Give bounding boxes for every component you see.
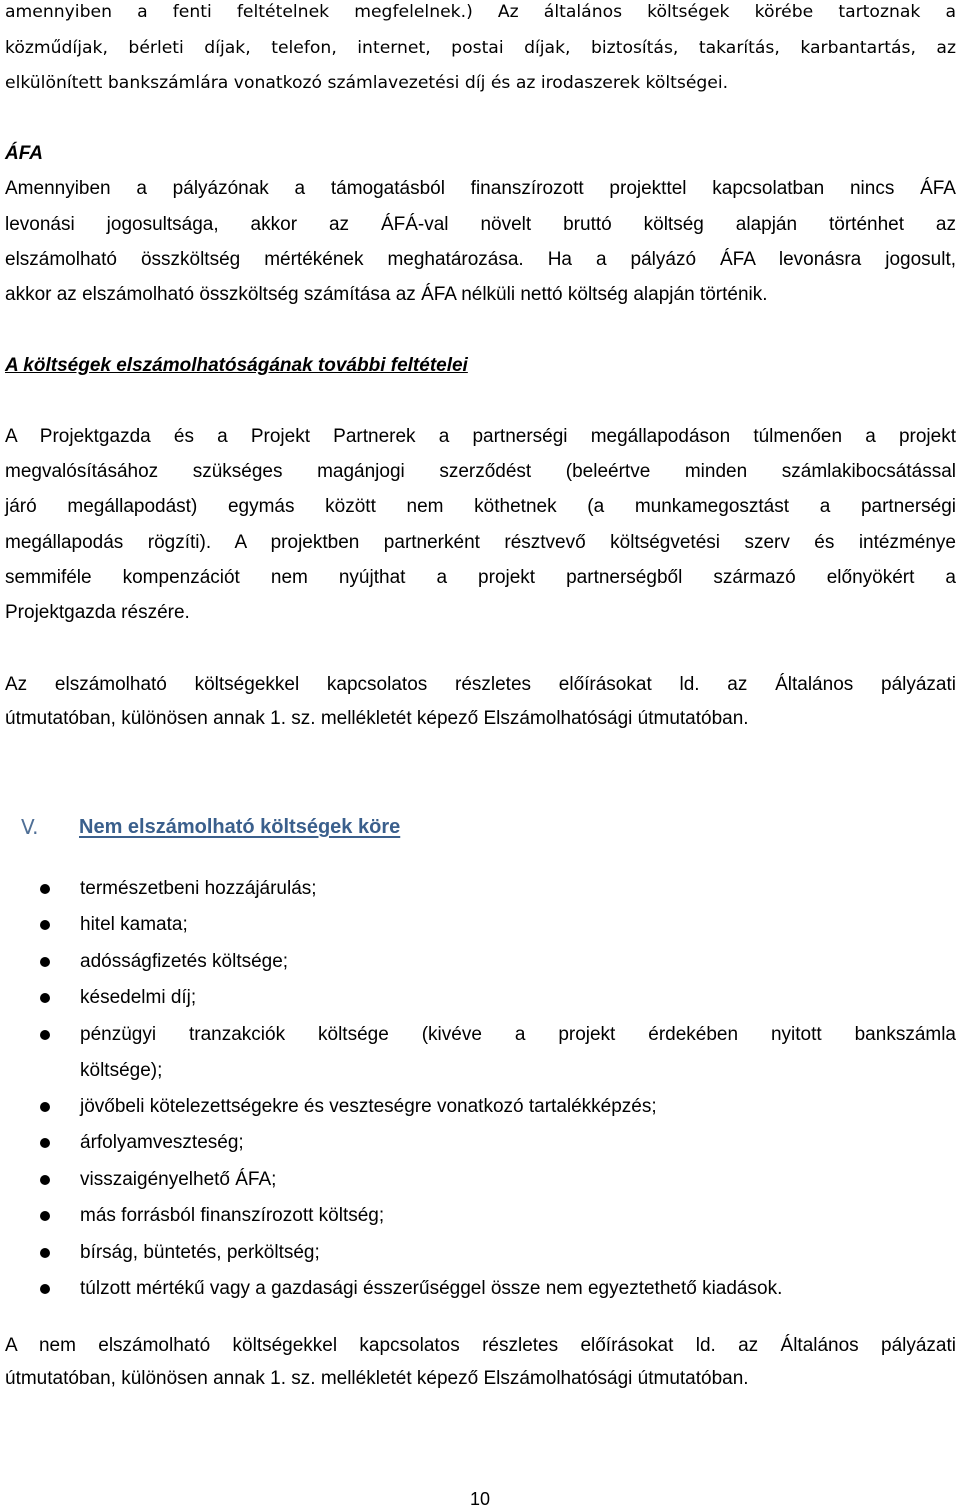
bullet-icon — [40, 1211, 50, 1221]
list-item-text: költsége); — [80, 1060, 163, 1081]
list-item-text: pénzügyi tranzakciók költsége (kivéve a projekt érdekében nyitott bankszámla — [80, 1024, 956, 1045]
text-line: Amennyiben a pályázónak a támogatásból finanszírozott projekttel kapcsolatban nincs ÁFA — [5, 178, 956, 199]
bullet-icon — [40, 1284, 50, 1294]
list-item-text: túlzott mértékű vagy a gazdasági ésszerűséggel össze nem egyeztethető kiadások. — [80, 1278, 783, 1299]
text-line: A nem elszámolható költségekkel kapcsolatos részletes előírásokat ld. az Általános pályázati — [5, 1335, 956, 1356]
text-line: megállapodás rögzíti). A projektben partnerként résztvevő költségvetési szerv és intézménye — [5, 532, 956, 553]
list-item-text: jövőbeli kötelezettségekre és veszteségre vonatkozó tartalékképzés; — [80, 1096, 657, 1117]
text-line: útmutatóban, különösen annak 1. sz. mellékletét képező Elszámolhatósági útmutatóban. — [5, 708, 749, 729]
text-line: közműdíjak, bérleti díjak, telefon, internet, postai díjak, biztosítás, takarítás, karbantartás, az — [5, 38, 956, 58]
text-line: semmiféle kompenzációt nem nyújthat a projekt partnerségből származó előnyökért a — [5, 567, 956, 588]
list-item-text: adósságfizetés költsége; — [80, 951, 289, 972]
list-item-text: árfolyamveszteség; — [80, 1132, 244, 1153]
text-line: útmutatóban, különösen annak 1. sz. mellékletét képező Elszámolhatósági útmutatóban. — [5, 1368, 749, 1389]
bullet-icon — [40, 957, 50, 967]
bullet-icon — [40, 1248, 50, 1258]
text-line: amennyiben a fenti feltételnek megfelelnek.) Az általános költségek körébe tartoznak a — [5, 2, 956, 22]
list-item-text: visszaigényelhető ÁFA; — [80, 1169, 277, 1190]
section-heading-afa: ÁFA — [5, 143, 43, 164]
text-line: levonási jogosultsága, akkor az ÁFÁ-val növelt bruttó költség alapján történhet az — [5, 214, 956, 235]
list-item-text: más forrásból finanszírozott költség; — [80, 1205, 385, 1226]
section-heading-conditions: A költségek elszámolhatóságának további feltételei — [5, 355, 468, 376]
text-line: megvalósításához szükséges magánjogi szerződést (beleértve minden számlakibocsátással — [5, 461, 956, 482]
bullet-icon — [40, 1175, 50, 1185]
text-line: járó megállapodást) egymás között nem köthetnek (a munkamegosztást a partnerségi — [5, 496, 956, 517]
list-item-text: hitel kamata; — [80, 914, 188, 935]
bullet-icon — [40, 993, 50, 1003]
text-line: A Projektgazda és a Projekt Partnerek a partnerségi megállapodáson túlmenően a projekt — [5, 426, 956, 447]
section-number: V. — [21, 815, 39, 839]
bullet-icon — [40, 1102, 50, 1112]
list-item-text: természetbeni hozzájárulás; — [80, 878, 317, 899]
text-line: Projektgazda részére. — [5, 602, 190, 623]
bullet-icon — [40, 920, 50, 930]
page-number: 10 — [469, 1489, 491, 1509]
text-line: Az elszámolható költségekkel kapcsolatos részletes előírásokat ld. az Általános pályázati — [5, 674, 956, 695]
list-item-text: késedelmi díj; — [80, 987, 197, 1008]
bullet-icon — [40, 1138, 50, 1148]
text-line: elszámolható összköltség mértékének meghatározása. Ha a pályázó ÁFA levonásra jogosult, — [5, 249, 956, 270]
bullet-icon — [40, 884, 50, 894]
section-title: Nem elszámolható költségek köre — [79, 816, 401, 838]
text-line: elkülönített bankszámlára vonatkozó számlavezetési díj és az irodaszerek költségei. — [5, 73, 729, 93]
text-line: akkor az elszámolható összköltség számítása az ÁFA nélküli nettó költség alapján történik. — [5, 284, 768, 305]
bullet-icon — [40, 1030, 50, 1040]
list-item-text: bírság, büntetés, perköltség; — [80, 1242, 320, 1263]
